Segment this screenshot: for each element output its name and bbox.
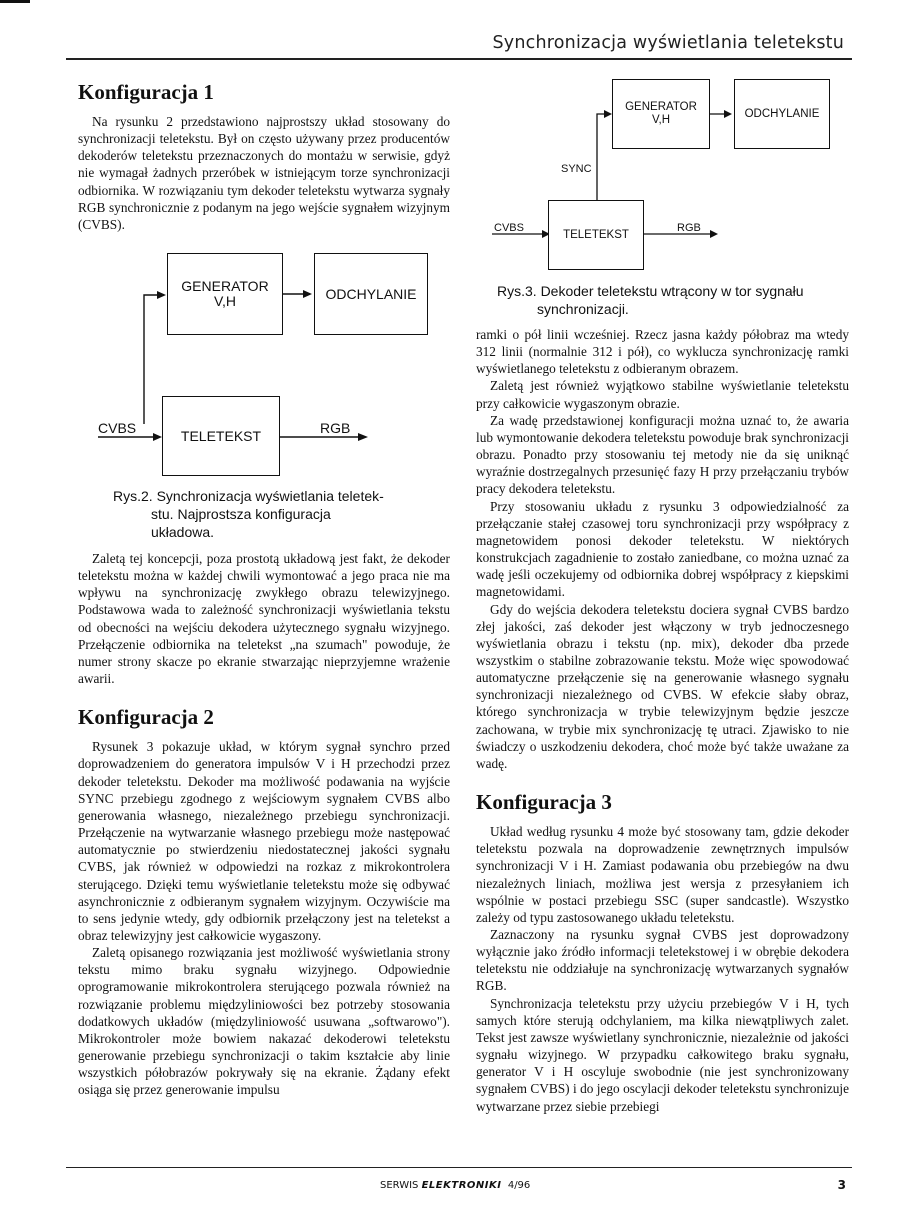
figure-3-cvbs-label: CVBS (494, 222, 524, 234)
section-3-paragraph-1: Układ według rysunku 4 może być stosowany tam, gdzie dekoder teletekstu pozwala na doprowadzenie zewnętrznych impulsów synchronizacji V i H. Zamiast podawania obu przebiegów na dwu niezależnych liniach, możliwa jest wersja z przesyłaniem ich wspólnie w postaci przebiegu SSC (super sandcastle). Wszystko zależy od typu zastosowanego układu teletekstu. (476, 824, 849, 925)
figure-2-caption-line-3: układowa. (151, 524, 215, 540)
fig2-discussion-paragraph: Zaletą tej koncepcji, poza prostotą układową jest fakt, że dekoder teletekstu można w każdej chwili wymontować a jego praca nie ma wpływu na synchronizację zwykłego obrazu telewizyjnego. Podstawowa wada to zależność synchronizacji wyświetlania tekstu od obecności na wejściu dekodera użytecznego sygnału wizyjnego. Przełączenie odbiornika na teletekst „na szumach" powoduje, że numer strony skacze po ekranie stwarzając nieprzyjemne wrażenie awarii. (78, 551, 450, 687)
figure-2-cvbs-label: CVBS (98, 420, 137, 436)
corner-mark (0, 0, 30, 3)
section-2-paragraph-1: Rysunek 3 pokazuje układ, w którym sygnał synchro przed doprowadzeniem do generatora impulsów V i H przechodzi przez dekoder teletekstu. Dekoder ma możliwość podawania na wyjście SYNC przebiegu zgodnego z wejściowym sygnałem CVBS albo generowania własnego, niezależnego przebiegu synchronizacji. Przełączenie na wytwarzanie własnego przebiegu może następować automatycznie po stwierdzeniu niedostatecznej jakości sygnału CVBS, jak również w odpowiedzi na rozkaz z mikrokontrolera sterującego. Dzięki temu wyświetlanie teletekstu może się odbywać asynchronicznie z odbieranym sygnałem wizyjnym. Oczywiście ma to sens jedynie wtedy, gdy odbiornik przełączony jest na teletekst a obraz telewizyjny jest całkowicie wygaszony. (78, 739, 450, 943)
left-column-lower (78, 550, 450, 1099)
section-1-paragraph: Na rysunku 2 przedstawiono najprostszy układ stosowany do synchronizacji teletekstu. Był on często używany przez producentów dekoderów teletekstu przeznaczonych do montażu w serwisie, gdyż nie wymagał żadnych przeróbek w istniejącym torze synchronizacji odbiornika. W rozwiązaniu tym dekoder teletekstu wytwarza sygnały RGB synchronicznie z podanym na jego wejście sygnałem wizyjnym (CVBS). (78, 114, 450, 232)
section-3-paragraph-2: Zaznaczony na rysunku sygnał CVBS jest doprowadzony wyłącznie jako źródło informacji teletekstowej i w obrębie dekodera teletekstu nie oddziałuje na synchronizację wytwarzanych sygnałów RGB. (476, 927, 849, 994)
footer-magazine (380, 1180, 530, 1191)
figure-2-caption-line-2: stu. Najprostsza konfiguracja (151, 506, 331, 522)
figure-3-sync-label: SYNC (561, 163, 592, 175)
figure-2-teletext-box (162, 396, 280, 476)
right-column (476, 326, 849, 1115)
figure-2-deflection-label: ODCHYLANIE (325, 285, 417, 302)
figure-2-generator-label: GENERATOR (181, 278, 269, 294)
right-paragraph-3: Za wadę przedstawionej konfiguracji można uznać to, że awaria lub wymontowanie dekodera teletekstu powoduje brak synchronizacji obrazu. Ponadto przy stosowaniu tej metody nie da się uniknąć wyraźnie dostrzegalnych przesunięć fazy H przy przełączaniu trybów pracy dekodera teletekstu. (476, 412, 849, 497)
figure-2-rgb-label: RGB (320, 420, 351, 436)
figure-3-generator-label: GENERATOR (625, 101, 697, 113)
figure-3-deflection-box (734, 79, 830, 149)
figure-3-deflection-label: ODCHYLANIE (744, 107, 820, 120)
right-paragraph-1: ramki o pół linii wcześniej. Rzecz jasna każdy półobraz ma wtedy 312 linii (normalnie 312 i pół), co wyklucza synchronizację ramki wyświetlanego teletekstu z odbieranym obrazem. (476, 327, 849, 377)
figure-2-generator-sub: V,H (213, 293, 237, 309)
section-2-paragraph-2: Zaletą opisanego rozwiązania jest możliwość wyświetlania strony tekstu mimo braku sygnału wizyjnego. Odpowiednie oprogramowanie mikrokontrolera sterującego pozwala również na rozwiązanie problemu międzyliniowości bez potrzeby stosowania dodatkowych układów (międzyliniowość usuwana „softwarowo"). Mikrokontroler może bowiem nakazać dekoderowi teletekstu generowanie przebiegu synchronizacji o takim kształcie aby linie wszystkich półobrazów pokrywały się na ekranie. Żądany efekt osiąga się przez generowanie impulsu (78, 945, 450, 1098)
right-paragraph-2: Zaletą jest również wyjątkowo stabilne wyświetlanie teletekstu przy całkowicie wygaszonym obrazie. (476, 378, 849, 411)
figure-2-deflection-box (314, 253, 428, 335)
figure-3-rgb-label: RGB (677, 222, 701, 234)
footer-magazine-prefix: SERWIS (380, 1180, 419, 1191)
header-rule (66, 58, 852, 60)
figure-2-caption (113, 487, 453, 541)
section-3-paragraph-3: Synchronizacja teletekstu przy użyciu przebiegów V i H, tych samych które sterują odchylaniem, ma kilka niewątpliwych zalet. Tekst jest zawsze wyświetlany synchronicznie, niezależnie od jakości sygnału wizyjnego. W przypadku całkowitego braku sygnału, generator V i H oscyluje swobodnie (nie jest synchronizowany sygnałem CVBS) i do jego oscylacji dekoder teletekstu synchronizuje wytwarzane przez siebie przebiegi (476, 995, 849, 1114)
figure-3-caption-line-2: synchronizacji. (537, 301, 629, 317)
right-paragraph-4: Przy stosowaniu układu z rysunku 3 odpowiedzialność za przełączanie stałej czasowej toru synchronizacji przy współpracy z magnetowidem ponosi dekoder teletekstu. W niektórych konstrukcjach zagadnienie to zostało zaniedbane, co można uznać za wadę jeśli oczekujemy od odbiornika dobrej współpracy z kiepskimi magnetowidami. (476, 498, 849, 600)
figure-3-caption-line-1: Rys.3. Dekoder teletekstu wtrącony w tor sygnału (497, 283, 804, 299)
section-2-title: Konfiguracja 2 (78, 705, 214, 730)
figure-3-caption (497, 282, 857, 318)
page-number: 3 (837, 1178, 846, 1192)
footer-magazine-brand: ELEKTRONIKI (421, 1180, 502, 1191)
figure-2-caption-line-1: Rys.2. Synchronizacja wyświetlania teletek- (113, 488, 384, 504)
running-title: Synchronizacja wyświetlania teletekstu (492, 33, 844, 53)
figure-3-generator-box (612, 79, 710, 149)
figure-2-teletext-label: TELETEKST (180, 427, 262, 444)
figure-2-generator-box (167, 253, 283, 335)
figure-2 (90, 250, 450, 490)
figure-3-teletext-box (548, 200, 644, 270)
figure-3 (490, 76, 850, 266)
figure-3-teletext-label: TELETEKST (563, 228, 629, 241)
footer-rule (66, 1167, 852, 1168)
left-column (78, 80, 450, 233)
right-paragraph-5: Gdy do wejścia dekodera teletekstu dociera sygnał CVBS bardzo złej jakości, zaś dekoder jest włączony w tryb jednoczesnego wyświetlania obrazu i tekstu (np. mix), dekoder dba przede wszystkim o stabilne zobrazowanie tekstu. Może więc spowodować automatyczne przełączenie się na generowanie własnego sygnału synchronizacji niezależnego od CVBS. W efekcie słaby obraz, którego synchronizacja w trybie telewizyjnym będzie jeszcze zachowana, w trybie mix synchronizację tę utraci. Zjawisko to nie świadczy o uszkodzeniu dekodera, choć może być także uważane za wadę. (476, 601, 849, 771)
figure-3-generator-sub: V,H (651, 114, 671, 126)
section-1-title: Konfiguracja 1 (78, 80, 214, 104)
footer-issue: 4/96 (507, 1180, 531, 1191)
section-3-title: Konfiguracja 3 (476, 790, 612, 815)
